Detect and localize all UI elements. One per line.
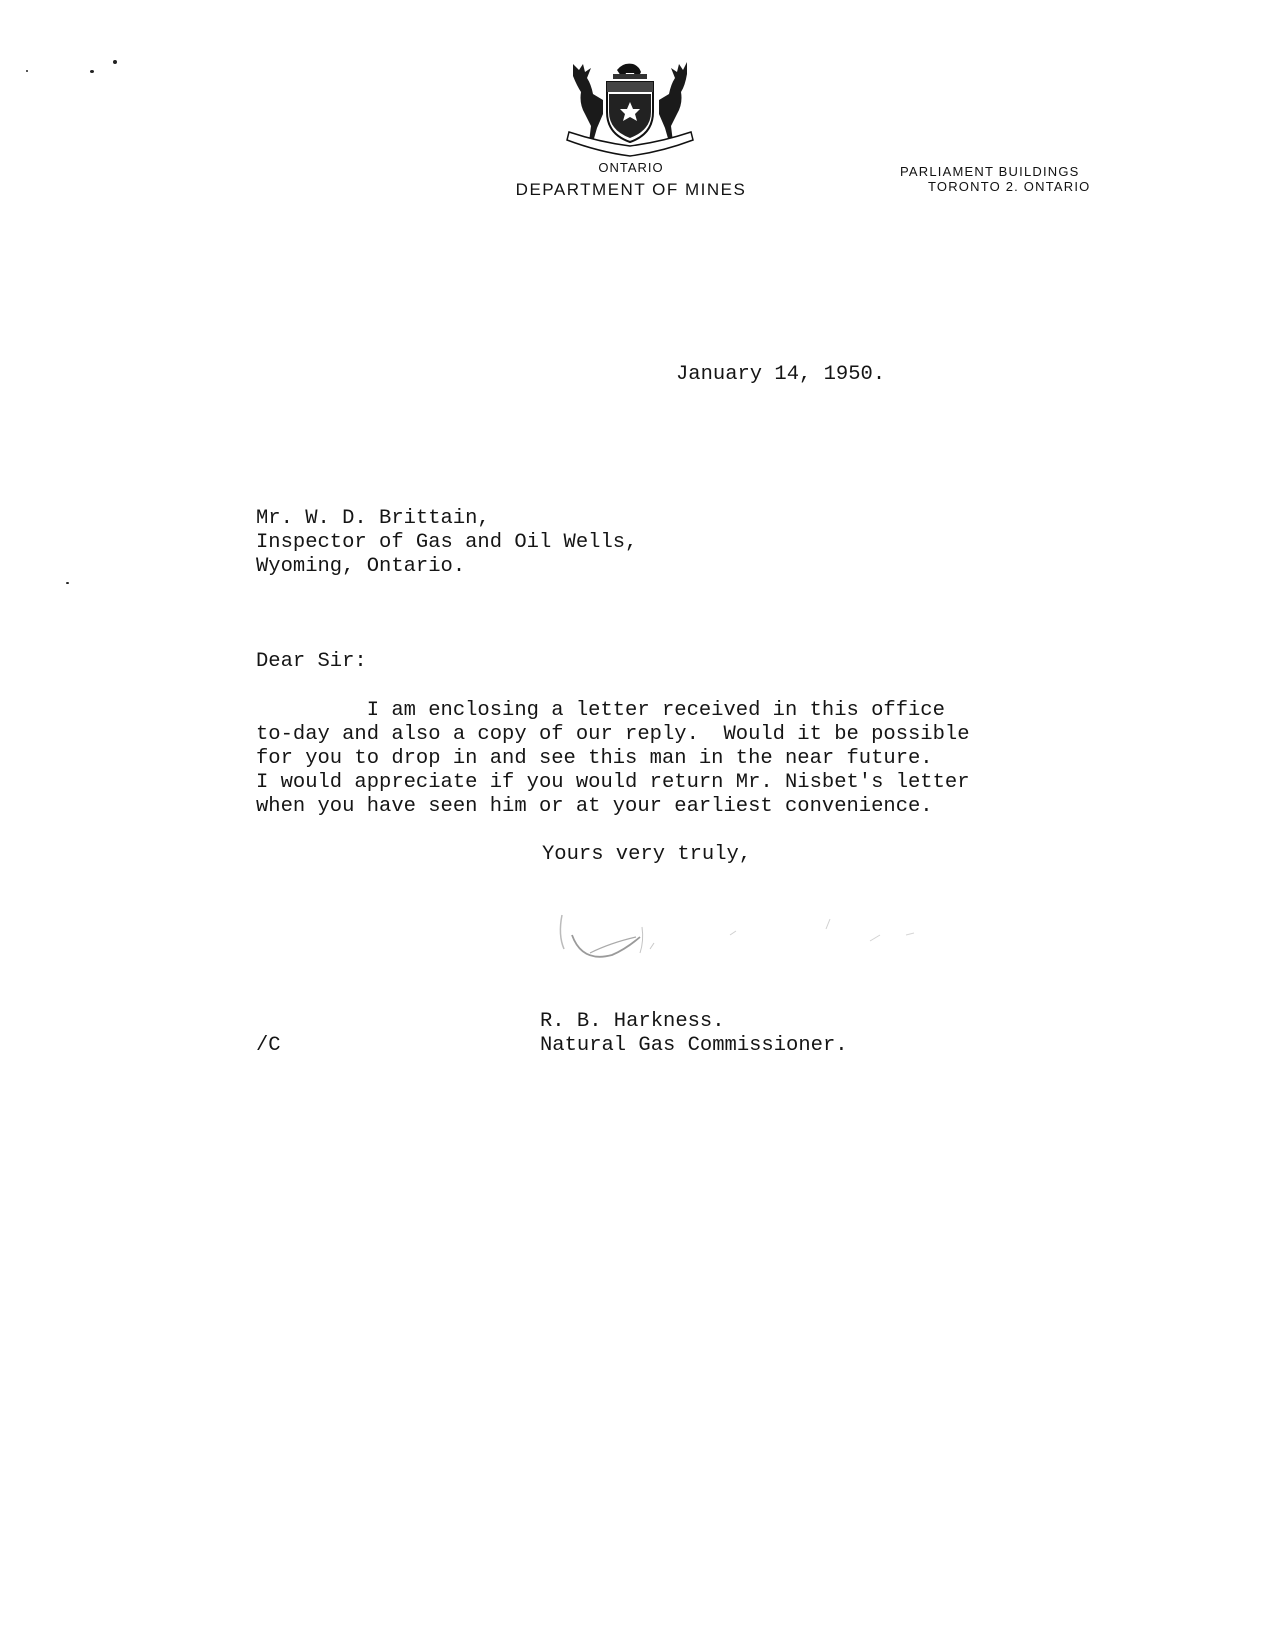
- scan-speck: [66, 582, 69, 584]
- scan-speck: [90, 70, 94, 73]
- body-line: when you have seen him or at your earliest convenience.: [256, 795, 933, 818]
- recipient-line: Mr. W. D. Brittain,: [256, 507, 490, 530]
- salutation: Dear Sir:: [256, 650, 367, 673]
- recipient-line: Inspector of Gas and Oil Wells,: [256, 531, 638, 554]
- signer-block: [540, 1010, 848, 1058]
- scan-speck: [26, 70, 28, 72]
- body-line: to-day and also a copy of our reply. Would it be possible: [256, 723, 970, 746]
- scan-speck: [113, 60, 117, 64]
- recipient-block: [256, 507, 637, 579]
- letterhead-province: ONTARIO: [598, 160, 664, 175]
- reference-initials: /C: [256, 1034, 281, 1057]
- letterhead-address-line-1: PARLIAMENT BUILDINGS: [900, 164, 1080, 179]
- letterhead-address-line-2: TORONTO 2. ONTARIO: [928, 179, 1091, 194]
- body-line: I would appreciate if you would return Mr. Nisbet's letter: [256, 771, 970, 794]
- letter-date: January 14, 1950.: [676, 363, 886, 386]
- signer-name: R. B. Harkness.: [540, 1010, 725, 1033]
- closing: Yours very truly,: [542, 843, 752, 866]
- signer-title: Natural Gas Commissioner.: [540, 1034, 848, 1057]
- body-line: I am enclosing a letter received in this office: [256, 699, 945, 722]
- ontario-coat-of-arms-icon: [565, 56, 695, 158]
- letterhead-department: DEPARTMENT OF MINES: [515, 180, 747, 199]
- letter-body: [256, 699, 970, 819]
- body-line: for you to drop in and see this man in the near future.: [256, 747, 933, 770]
- handwritten-signature-icon: [550, 905, 930, 975]
- recipient-line: Wyoming, Ontario.: [256, 555, 466, 578]
